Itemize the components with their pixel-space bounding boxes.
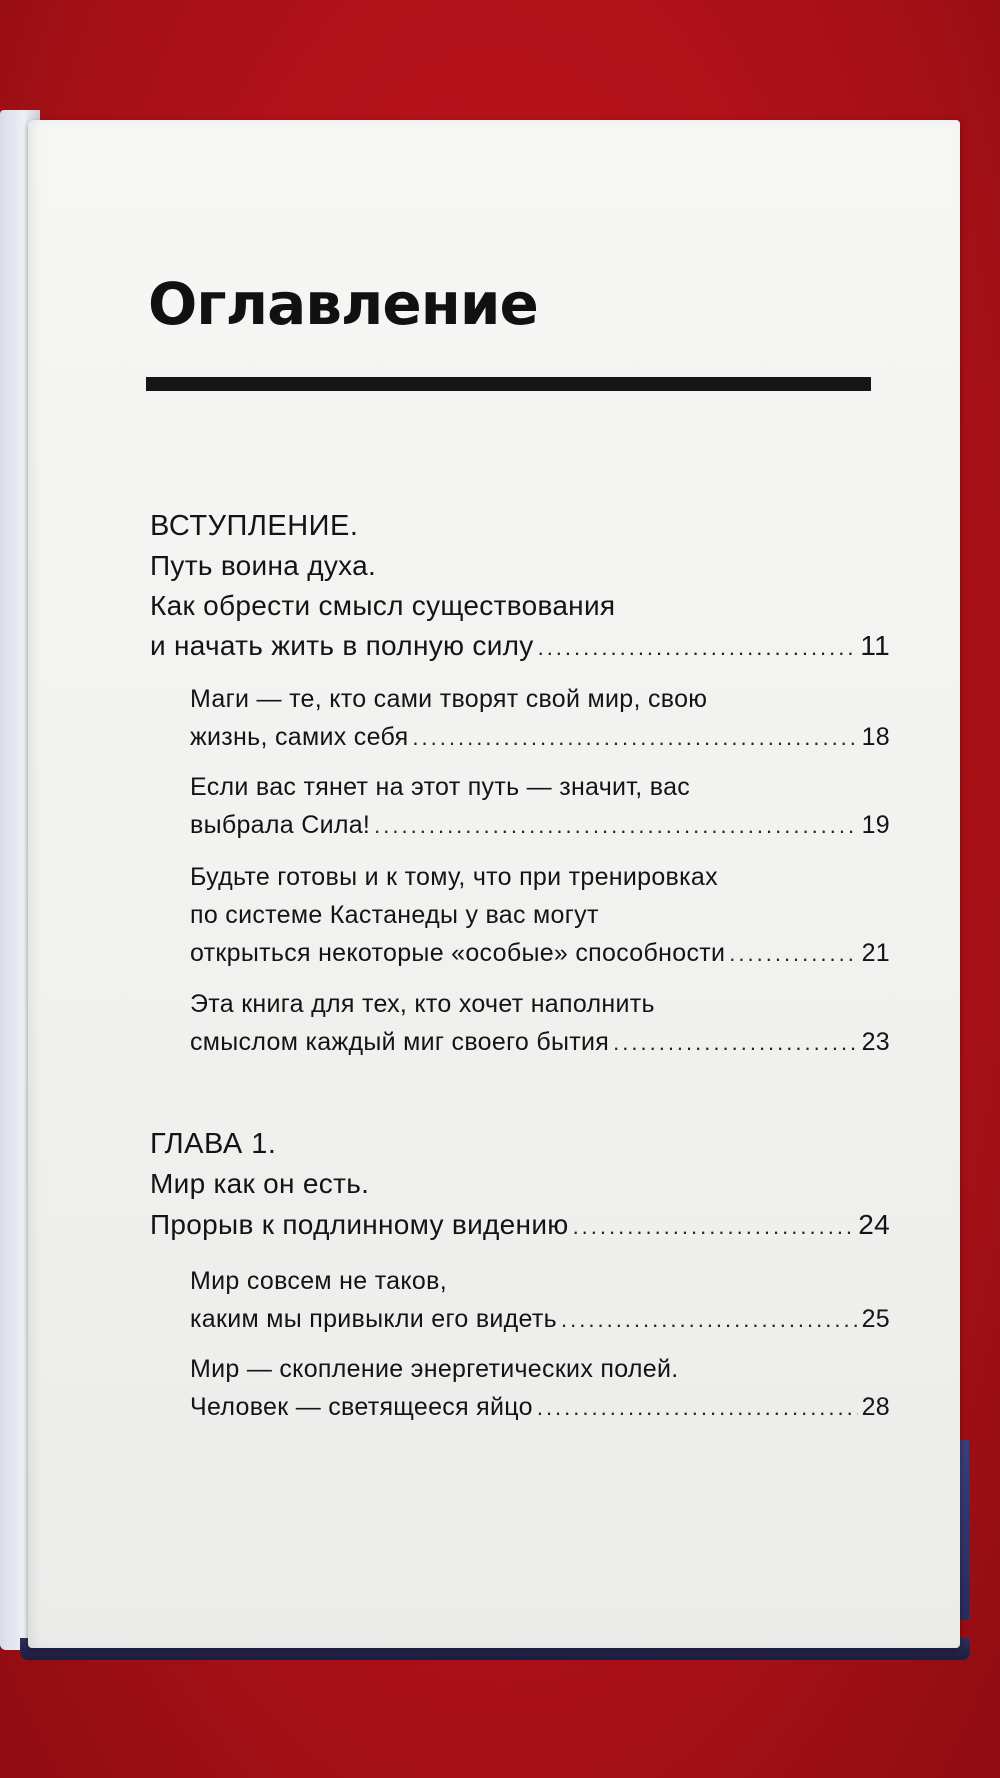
chapter-1-line-2-text: Прорыв к подлинному видению: [150, 1209, 569, 1240]
intro-page-number: 11: [860, 630, 890, 661]
intro-item-1-line-2: [190, 723, 890, 752]
chapter-1-line-1: [150, 1168, 369, 1200]
chapter-1-heading: [150, 1128, 276, 1161]
intro-item-1-line-1: [190, 685, 707, 714]
chapter-1-page-number: 24: [858, 1209, 890, 1240]
entry-text: по системе Кастанеды у вас могут: [190, 901, 599, 929]
entry-text: жизнь, самих себя: [190, 723, 409, 751]
leader-dots: [537, 1395, 858, 1421]
entry-text: открыться некоторые «особые» способности: [190, 939, 726, 967]
leader-dots: [573, 1214, 855, 1240]
intro-item-3-line-3: [190, 939, 890, 968]
leader-dots: [561, 1307, 858, 1333]
chapter-1-heading-text: ГЛАВА 1.: [150, 1128, 277, 1160]
intro-item-2-line-2: [190, 811, 890, 840]
chapter-1-line-1-text: Мир как он есть.: [150, 1168, 370, 1199]
entry-page-number: 21: [861, 939, 890, 967]
entry-text: Человек — светящееся яйцо: [190, 1393, 533, 1421]
entry-page-number: 19: [861, 811, 890, 839]
leader-dots: [613, 1030, 857, 1056]
entry-text: Если вас тянет на этот путь — значит, вас: [190, 773, 691, 801]
chapter-1-item-1-line-1: [190, 1267, 447, 1296]
intro-item-4-line-2: [190, 1028, 890, 1057]
chapter-1-item-2-line-1: [190, 1355, 678, 1384]
intro-line-1-text: Путь воина духа.: [150, 550, 377, 581]
leader-dots: [729, 941, 857, 967]
intro-line-3: [150, 630, 890, 662]
intro-heading: [150, 510, 358, 543]
chapter-1-item-2-line-2: [190, 1393, 890, 1422]
intro-item-4-line-1: [190, 990, 655, 1019]
entry-text: Эта книга для тех, кто хочет наполнить: [190, 990, 655, 1018]
intro-item-3-line-1: [190, 863, 718, 892]
intro-line-2: [150, 590, 615, 622]
leader-dots: [412, 725, 857, 751]
entry-page-number: 18: [861, 723, 890, 751]
entry-text: каким мы привыкли его видеть: [190, 1305, 558, 1333]
chapter-1-item-1-line-2: [190, 1305, 890, 1334]
intro-line-1: [150, 550, 376, 582]
leader-dots: [538, 635, 857, 661]
intro-line-2-text: Как обрести смысл существования: [150, 590, 616, 621]
intro-item-2-line-1: [190, 773, 690, 802]
book-page: [28, 120, 960, 1648]
entry-text: Мир совсем не таков,: [190, 1267, 447, 1295]
entry-page-number: 25: [861, 1305, 890, 1333]
entry-text: Будьте готовы и к тому, что при тренировках: [190, 863, 718, 891]
entry-text: выбрала Сила!: [190, 811, 371, 839]
table-of-contents: [28, 120, 960, 1648]
entry-text: Мир — скопление энергетических полей.: [190, 1355, 679, 1383]
toc-title: Оглавление: [148, 270, 538, 338]
leader-dots: [374, 813, 857, 839]
entry-text: смыслом каждый миг своего бытия: [190, 1028, 610, 1056]
intro-item-3-line-2: [190, 901, 599, 930]
entry-text: Маги — те, кто сами творят свой мир, свою: [190, 685, 708, 713]
intro-line-3-text: и начать жить в полную силу: [150, 630, 534, 661]
entry-page-number: 28: [861, 1393, 890, 1421]
entry-page-number: 23: [861, 1028, 890, 1056]
intro-heading-text: ВСТУПЛЕНИЕ.: [150, 510, 359, 542]
chapter-1-line-2: [150, 1209, 890, 1241]
